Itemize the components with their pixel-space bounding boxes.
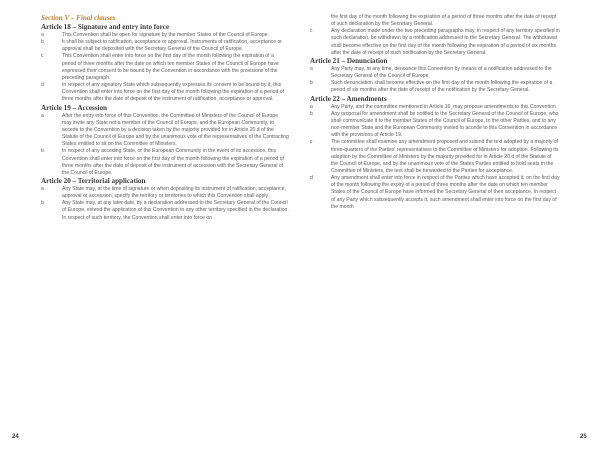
item-text: Any State may, at any later date, by a declaration addressed to the Secretary General of the Council of Europe, extend the application of this Convention to any other territory specified in the declaration. In respect of such territory, the Convention shall enter into force on [62,200,289,221]
item-text: Any declaration made under the two preceding paragraphs may, in respect of any territory specified in such declaration, be withdrawn by a notification addressed to the Secretary General. The withdrawal shall become effective on the first day of the month following the expiration of a period of six months after the date of receipt of such notification by the Secretary General. [331,28,560,56]
item-label: a [41,185,44,192]
article-22-item-b [310,111,560,140]
article-20-item-a [41,186,289,200]
article-22-item-a [310,104,560,111]
item-label: a [310,103,313,110]
item-text: In respect of any signatory State which subsequently expresses its consent to be bound by it, this Convention shall enter into force on the first day of the month following the expiration of a period of three months after the date of deposit of the instrument of ratification, acceptance or approval. [62,82,284,103]
article-19-item-b [41,148,289,177]
item-label: c [310,139,313,146]
page-number-right: 25 [580,434,587,440]
item-label: b [310,80,313,87]
item-text: Any Party may, at any time, denounce this Convention by means of a notification addressed to the Secretary General of the Council of Europe. [331,65,552,80]
article-20-item-c [310,28,560,57]
item-label: d [41,82,44,89]
item-label: c [41,53,44,60]
item-label: b [41,148,44,155]
article-18-title: Article 18 – Signature and entry into force [41,23,169,31]
item-label: b [41,39,44,46]
article-19-item-a [41,113,289,149]
page-number-left: 24 [12,434,19,440]
item-text: This Convention shall enter into force on the first day of the month following the expiration of a period of three months after the date on which ten member States of the Council of Europe have expressed their consent to be bound by the Convention in accordance with the provisions of the preceding paragraph. [62,53,279,81]
item-text: Any State may, at the time of signature or when depositing its instrument of ratification, acceptance, approval or accession, specify the territory or territories to which this Convention shall apply. [62,185,286,200]
article-20-title: Article 20 – Territorial application [41,176,146,185]
item-label: b [310,110,313,117]
item-text: Such denunciation shall become effective on the first day of the month following the expiration of a period of six months after the date of receipt of the notification by the Secretary General. [331,80,553,94]
article-20-item-b [41,200,289,221]
article-20-item-b-continuation: the first day of the month following the expiration of a period of three months after the date of receipt of such declaration by the Secretary General. [331,14,557,28]
article-19-title: Article 19 – Accession [41,103,107,112]
article-18-item-b [41,39,289,53]
article-21-item-a [310,66,560,80]
article-21-item-b [310,80,560,94]
item-text: In respect of any acceding State, or the European Community in the event of its accession, this Convention shall enter into force on the first day of the month following the expiration of a period of three months after the date of deposit of the instrument of accession with the Secretary General of the Council of Europe. [62,148,284,176]
item-text: This Convention shall be open for signature by the member States of the Council of Europe. [62,32,269,38]
item-label: a [310,65,313,72]
left-page-column [41,14,289,222]
article-21-title: Article 21 – Denunciation [310,56,388,65]
item-text: After the entry into force of this Convention, the Committee of Ministers of the Council of Europe may invite any State not a member of the Council of Europe, and the European Community, to accede to the Convention by a decision taken by the majority provided for in Article 20.d of the Statute of the Council of Europe and by the unanimous vote of the representatives of the Contracting States entitled to sit on the Committee of Ministers. [62,112,289,148]
article-22-title: Article 22 – Amendments [310,94,387,103]
item-text: Any Party, and the committee mentioned in Article 16, may propose amendments to this Convention. [331,103,558,110]
right-page-column [310,14,560,211]
article-22-item-d [310,175,560,211]
article-22-item-c [310,139,560,175]
article-18-item-d [41,82,289,103]
item-label: b [41,200,44,207]
section-title: Section V – Final clauses [41,14,116,22]
item-text: It shall be subject to ratification, acceptance or approval. Instruments of ratification, acceptance or approval shall be deposited with the Secretary General of the Council of Europe. [62,39,282,53]
item-text: The committee shall examine any amendment proposed and submit the text adopted by a majority of three-quarters of the Parties' representatives to the Committee of Ministers for adoption. Following its adoption by the Committee of Ministers by the majority provided for in Article 20.d of the Statute of the Council of Europe, and by the unanimous vote of the States Parties entitled to hold seats in the Committee of Ministers, the text shall be forwarded to the Parties for acceptance. [331,139,559,174]
item-label: c [310,28,313,35]
item-label: a [41,32,44,38]
item-label: d [310,175,313,182]
item-text: Any proposal for amendment shall be notified to the Secretary General of the Council of Europe, who shall communicate it to the member States of the Council of Europe, to the other Parties, and to any non-member State and the European Community invited to accede to this Convention in accordance with the provisions of Article 19. [331,110,559,139]
item-label: a [41,112,44,119]
article-18-item-c [41,53,289,82]
article-18-item-a [41,32,289,39]
item-text: Any amendment shall enter into force in respect of the Parties which have accepted it, on the first day of the month following the expiry of a period of three months after the date on which ten member States of the Council of Europe have informed the Secretary General of their acceptance. In respect of any Party which subsequently accepts it, such amendment shall enter into force on the first day of the month [331,175,560,210]
